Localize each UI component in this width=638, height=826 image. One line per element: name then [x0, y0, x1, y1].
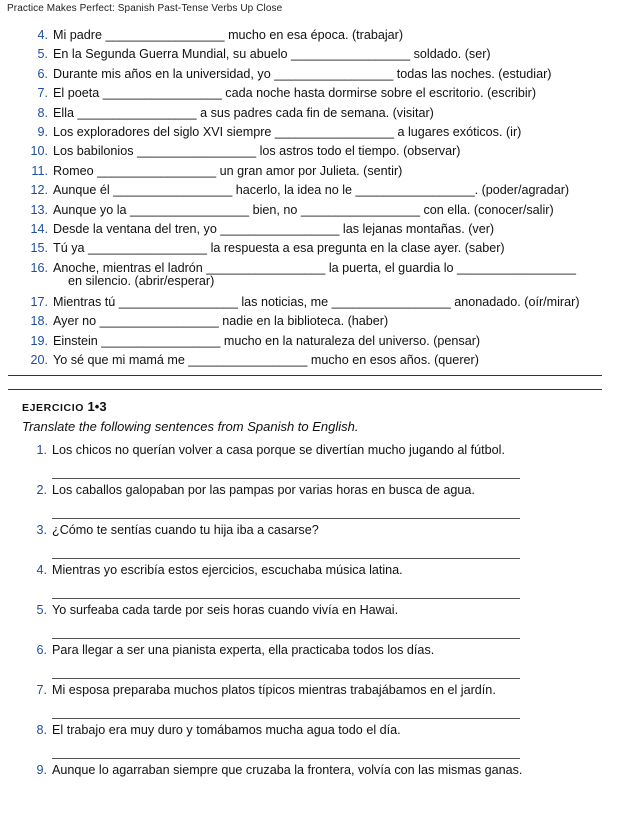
exercise-fill-in-list	[0, 26, 638, 371]
fill-in-item	[0, 181, 638, 200]
answer-line[interactable]	[52, 518, 520, 519]
page-header: Practice Makes Perfect: Spanish Past-Tense Verbs Up Close	[7, 3, 283, 14]
exercise-translate-list	[0, 441, 638, 801]
fill-in-item	[0, 162, 638, 181]
fill-in-item	[0, 312, 638, 331]
item-text: Aunque él _________________ hacerlo, la idea no le _________________. (poder/agradar)	[53, 183, 570, 198]
item-number: 12.	[30, 183, 48, 198]
item-text: Durante mis años en la universidad, yo _________________ todas las noches. (estudiar)	[53, 66, 552, 81]
fill-in-item-continuation	[0, 274, 638, 289]
item-number: 6.	[37, 66, 48, 81]
translate-item	[0, 481, 638, 521]
item-text: Mi esposa preparaba muchos platos típicos mientras trabajábamos en el jardín.	[52, 683, 496, 697]
answer-line[interactable]	[52, 598, 520, 599]
answer-line[interactable]	[52, 638, 520, 639]
item-number: 19.	[30, 333, 48, 348]
fill-in-item	[0, 293, 638, 312]
fill-in-item	[0, 220, 638, 239]
fill-in-item	[0, 123, 638, 142]
fill-in-item	[0, 351, 638, 370]
item-number: 2.	[36, 483, 47, 497]
item-number: 16.	[30, 260, 48, 275]
item-text: En la Segunda Guerra Mundial, su abuelo _________________ soldado. (ser)	[53, 47, 491, 62]
item-text: Desde la ventana del tren, yo _________________ las lejanas montañas. (ver)	[53, 221, 495, 236]
item-text: Tú ya _________________ la respuesta a esa pregunta en la clase ayer. (saber)	[53, 241, 505, 256]
item-text: Mientras yo escribía estos ejercicios, escuchaba música latina.	[52, 563, 403, 577]
item-number: 13.	[30, 202, 48, 217]
translate-item	[0, 601, 638, 641]
fill-in-item	[0, 201, 638, 220]
translate-item	[0, 721, 638, 761]
item-number: 7.	[36, 683, 47, 697]
item-number: 7.	[37, 86, 48, 101]
item-number: 5.	[36, 603, 47, 617]
fill-in-item	[0, 65, 638, 84]
translate-item	[0, 441, 638, 481]
item-number: 11.	[31, 163, 48, 178]
item-number: 1.	[36, 443, 47, 457]
item-number: 5.	[37, 47, 48, 62]
section-divider-bottom	[8, 389, 602, 390]
item-text: Mi padre _________________ mucho en esa época. (trabajar)	[53, 28, 404, 42]
item-number: 3.	[36, 523, 47, 537]
item-text-continuation: en silencio. (abrir/esperar)	[68, 274, 215, 289]
item-text: Yo surfeaba cada tarde por seis horas cuando vivía en Hawai.	[52, 603, 399, 617]
fill-in-item	[0, 45, 638, 64]
translate-item	[0, 681, 638, 721]
answer-line[interactable]	[52, 758, 520, 759]
item-number: 15.	[30, 241, 48, 256]
item-number: 9.	[36, 763, 47, 777]
translate-item	[0, 521, 638, 561]
answer-line[interactable]	[52, 558, 520, 559]
item-text: Anoche, mientras el ladrón _________________ la puerta, el guardia lo _________________	[53, 260, 577, 275]
item-text: El trabajo era muy duro y tomábamos mucha agua todo el día.	[52, 723, 401, 737]
item-number: 10.	[30, 144, 48, 159]
item-text: Los babilonios _________________ los astros todo el tiempo. (observar)	[53, 144, 461, 159]
item-number: 8.	[37, 105, 48, 120]
item-text: Ella _________________ a sus padres cada fin de semana. (visitar)	[53, 105, 434, 120]
item-number: 18.	[30, 314, 48, 329]
fill-in-item	[0, 142, 638, 161]
fill-in-item	[0, 26, 638, 45]
item-text: Einstein _________________ mucho en la naturaleza del universo. (pensar)	[53, 333, 481, 348]
translate-item	[0, 641, 638, 681]
item-number: 4.	[37, 28, 48, 42]
item-text: Romeo _________________ un gran amor por Julieta. (sentir)	[53, 163, 403, 178]
item-text: Los exploradores del siglo XVI siempre _________________ a lugares exóticos. (ir)	[53, 124, 522, 139]
fill-in-item	[0, 84, 638, 103]
translate-item	[0, 761, 638, 801]
fill-in-item	[0, 239, 638, 258]
fill-in-item	[0, 332, 638, 351]
item-text: Ayer no _________________ nadie en la biblioteca. (haber)	[53, 314, 389, 329]
section-divider-top	[8, 375, 602, 376]
exercise-heading	[22, 399, 107, 414]
item-number: 8.	[36, 723, 47, 737]
answer-line[interactable]	[52, 478, 520, 479]
item-text: Mientras tú _________________ las noticias, me _________________ anonadado. (oír/mirar)	[53, 295, 580, 310]
translate-item	[0, 561, 638, 601]
item-text: Yo sé que mi mamá me _________________ mucho en esos años. (querer)	[53, 353, 479, 368]
exercise-number: 1•3	[87, 399, 107, 414]
item-number: 9.	[37, 124, 48, 139]
item-number: 4.	[36, 563, 47, 577]
answer-line[interactable]	[52, 678, 520, 679]
exercise-instruction: Translate the following sentences from Spanish to English.	[22, 419, 359, 434]
fill-in-item	[0, 104, 638, 123]
item-text: Para llegar a ser una pianista experta, ella practicaba todos los días.	[52, 643, 435, 657]
item-number: 17.	[30, 295, 48, 310]
item-number: 20.	[30, 353, 48, 368]
item-text: Aunque yo la _________________ bien, no _________________ con ella. (conocer/salir)	[53, 202, 554, 217]
item-text: Los caballos galopaban por las pampas por varias horas en busca de agua.	[52, 483, 475, 497]
item-text: Aunque lo agarraban siempre que cruzaba la frontera, volvía con las mismas ganas.	[52, 763, 523, 777]
item-number: 14.	[30, 221, 48, 236]
item-text: ¿Cómo te sentías cuando tu hija iba a casarse?	[52, 523, 319, 537]
answer-line[interactable]	[52, 718, 520, 719]
item-number: 6.	[36, 643, 47, 657]
exercise-label: EJERCICIO	[22, 402, 84, 414]
item-text: Los chicos no querían volver a casa porque se divertían mucho jugando al fútbol.	[52, 443, 505, 457]
item-text: El poeta _________________ cada noche hasta dormirse sobre el escritorio. (escribir)	[53, 86, 537, 101]
